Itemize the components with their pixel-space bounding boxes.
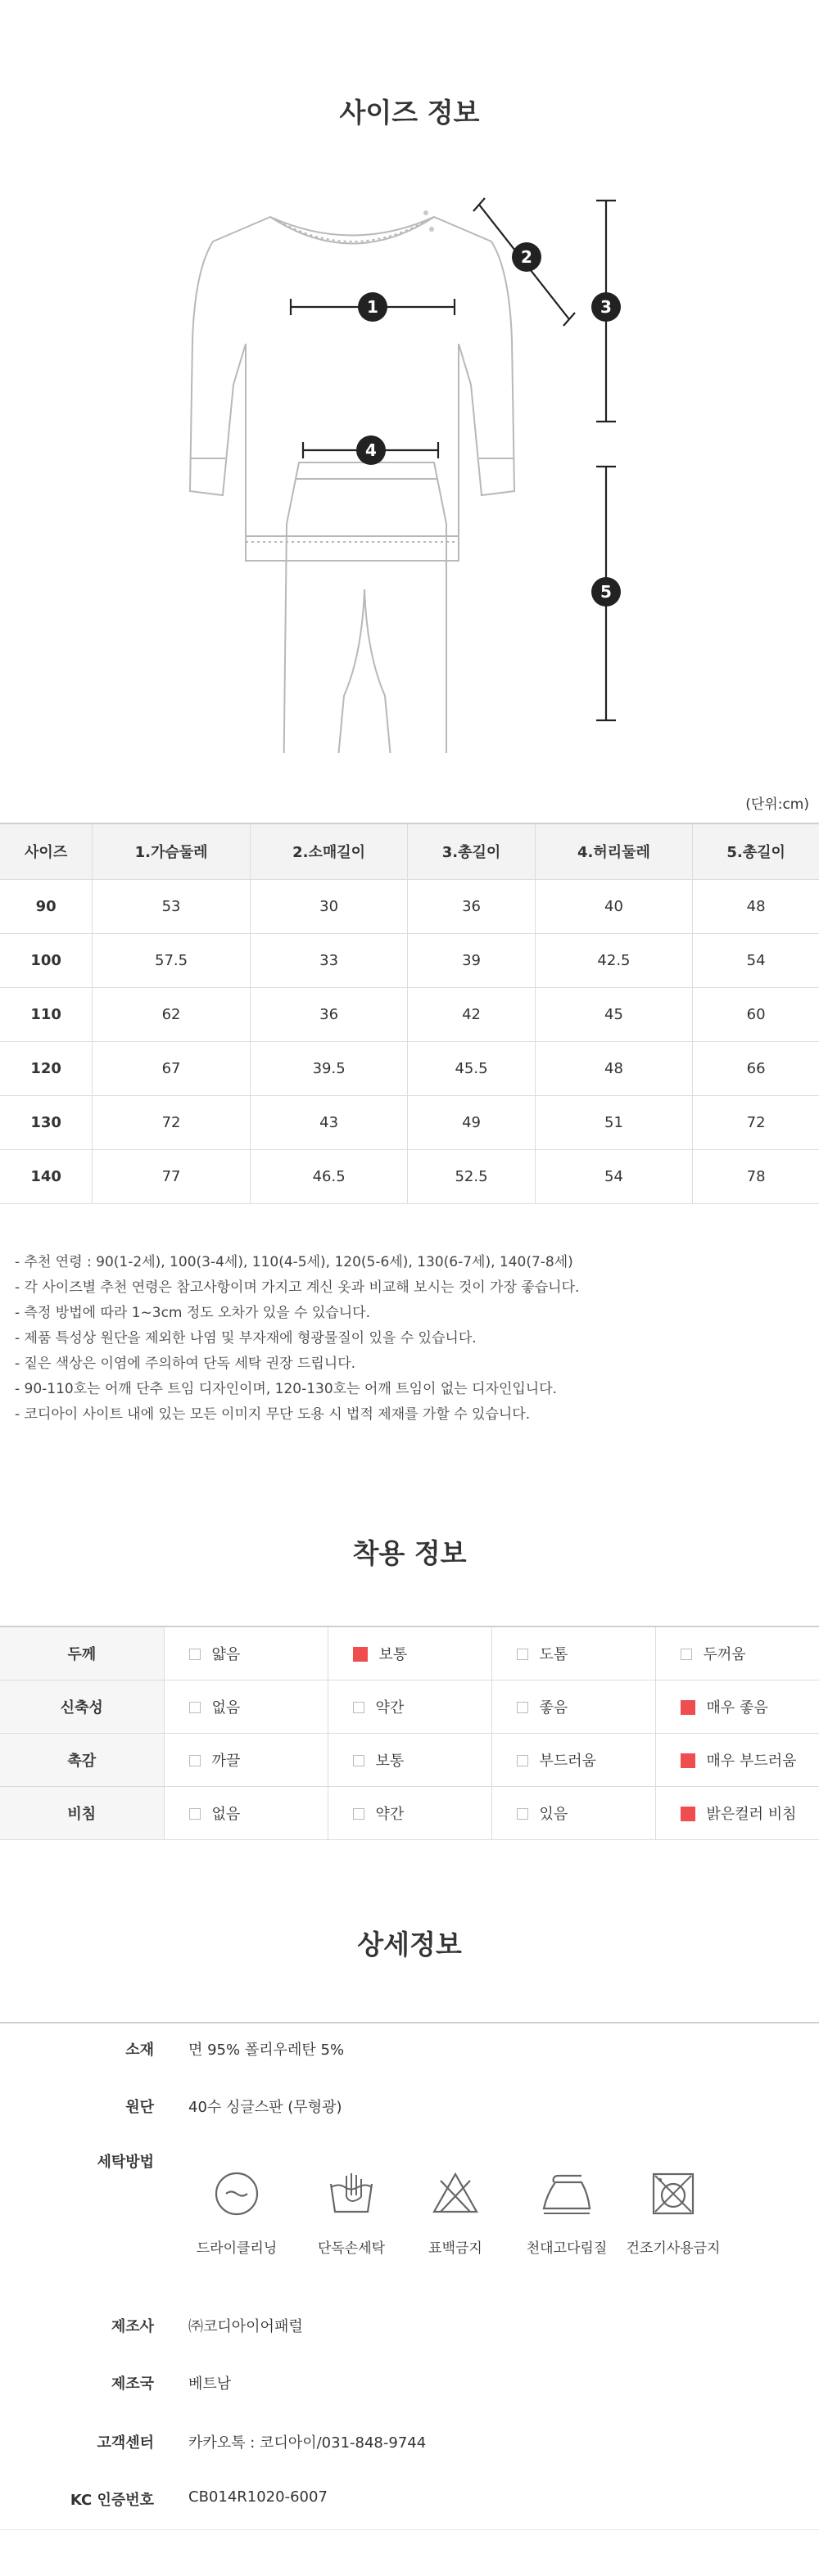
value-cell: 45 [535,987,693,1041]
value-cell: 49 [408,1095,535,1149]
checkbox-icon [353,1702,364,1713]
fit-table [0,1626,819,1840]
value-cell: 62 [93,987,251,1041]
value-cell: 78 [693,1149,819,1203]
fit-option: 없음 [164,1680,328,1733]
fit-row [0,1786,819,1839]
checkbox-checked-icon [681,1753,695,1768]
note-line: - 측정 방법에 따라 1~3cm 정도 오차가 있을 수 있습니다. [15,1305,370,1321]
checkbox-icon [517,1702,528,1713]
value-cell: 72 [693,1095,819,1149]
checkbox-icon [353,1755,364,1766]
fit-label: 비침 [0,1786,164,1839]
value-cell: 66 [693,1041,819,1095]
fit-option: 도톰 [491,1626,655,1680]
low-iron-icon: 천대고다림질 [514,2169,620,2257]
fit-option: 부드러움 [491,1733,655,1786]
value-cell: 72 [93,1095,251,1149]
checkbox-icon [189,1702,201,1713]
checkbox-checked-icon [353,1647,368,1662]
fit-option: 좋음 [491,1680,655,1733]
fit-option: 약간 [328,1680,491,1733]
table-row [0,1095,819,1149]
value-cell: 39 [408,933,535,987]
kc-label: KC 인증번호 [70,2492,154,2509]
fit-label: 촉감 [0,1733,164,1786]
measurement-lines [0,164,819,753]
table-row [0,987,819,1041]
value-cell: 42 [408,987,535,1041]
table-row [0,1149,819,1203]
value-cell: 42.5 [535,933,693,987]
table-row [0,1041,819,1095]
material-label: 소재 [125,2041,154,2059]
header-cell: 3.총길이 [408,823,535,879]
header-cell: 1.가슴둘레 [93,823,251,879]
fabric-label: 원단 [125,2099,154,2116]
fit-option: 보통 [328,1733,491,1786]
checkbox-icon [189,1649,201,1660]
fit-option: 없음 [164,1786,328,1839]
checkbox-checked-icon [681,1700,695,1715]
fit-option: 까끌 [164,1733,328,1786]
size-cell: 100 [0,933,93,987]
value-cell: 51 [535,1095,693,1149]
note-line: - 각 사이즈별 추천 연령은 참고사항이며 가지고 계신 옷과 비교해 보시는 것이 가장 좋습니다. [15,1279,580,1296]
size-cell: 140 [0,1149,93,1203]
checkbox-icon [189,1755,201,1766]
note-line: - 코디아이 사이트 내에 있는 모든 이미지 무단 도용 시 법적 제재를 가할 수 있습니다. [15,1406,531,1423]
maker-value: ㈜코디아이어패럴 [188,2318,303,2335]
note-line: - 90-110호는 어깨 단추 트임 디자인이며, 120-130호는 어깨 트임이 없는 디자인입니다. [15,1381,558,1397]
fit-option: 두꺼움 [655,1626,819,1680]
cs-label: 고객센터 [97,2434,154,2452]
checkbox-icon [189,1808,201,1820]
fit-info-title: 착용 정보 [352,1537,467,1569]
value-cell: 57.5 [93,933,251,987]
marker-4: 4 [356,435,386,465]
value-cell: 53 [93,879,251,933]
value-cell: 36 [250,987,408,1041]
maker-label: 제조사 [111,2318,154,2335]
cs-value: 카카오톡 : 코디아이/031-848-9744 [188,2434,427,2452]
fit-option: 얇음 [164,1626,328,1680]
marker-1: 1 [358,292,387,322]
checkbox-icon [517,1649,528,1660]
size-cell: 90 [0,879,93,933]
table-row [0,933,819,987]
wash-label: 세탁방법 [97,2154,154,2171]
fit-row [0,1680,819,1733]
value-cell: 67 [93,1041,251,1095]
size-cell: 120 [0,1041,93,1095]
value-cell: 39.5 [250,1041,408,1095]
value-cell: 60 [693,987,819,1041]
no-bleach-icon: 표백금지 [402,2169,509,2257]
size-table [0,823,819,1204]
checkbox-icon [353,1808,364,1820]
detail-divider [0,2022,819,2023]
fit-row [0,1733,819,1786]
fit-option-selected: 밝은컬러 비침 [655,1786,819,1839]
checkbox-icon [517,1808,528,1820]
no-tumble-dry-icon: 건조기사용금지 [620,2169,726,2257]
note-line: - 제품 특성상 원단을 제외한 나염 및 부자재에 형광물질이 있을 수 있습니다. [15,1330,477,1347]
value-cell: 33 [250,933,408,987]
value-cell: 48 [535,1041,693,1095]
fit-label: 신축성 [0,1680,164,1733]
fit-option-selected: 보통 [328,1626,491,1680]
material-value: 면 95% 폴리우레탄 5% [188,2041,345,2059]
value-cell: 36 [408,879,535,933]
value-cell: 54 [693,933,819,987]
kc-value: CB014R1020-6007 [188,2488,328,2506]
header-cell: 5.총길이 [693,823,819,879]
size-cell: 110 [0,987,93,1041]
country-value: 베트남 [188,2375,232,2393]
marker-5: 5 [591,577,621,607]
value-cell: 43 [250,1095,408,1149]
size-notes [15,1250,579,1428]
bottom-divider [0,2529,819,2530]
value-cell: 48 [693,879,819,933]
size-cell: 130 [0,1095,93,1149]
header-cell: 4.허리둘레 [535,823,693,879]
value-cell: 54 [535,1149,693,1203]
fit-option-selected: 매우 부드러움 [655,1733,819,1786]
checkbox-checked-icon [681,1807,695,1821]
value-cell: 45.5 [408,1041,535,1095]
checkbox-icon [517,1755,528,1766]
detail-info-title: 상세정보 [357,1929,462,1960]
fit-option-selected: 매우 좋음 [655,1680,819,1733]
marker-3: 3 [591,292,621,322]
country-label: 제조국 [111,2375,154,2393]
header-cell: 2.소매길이 [250,823,408,879]
value-cell: 40 [535,879,693,933]
value-cell: 46.5 [250,1149,408,1203]
fit-option: 약간 [328,1786,491,1839]
header-cell: 사이즈 [0,823,93,879]
dry-clean-icon: 드라이클리닝 [183,2169,290,2257]
size-info-title: 사이즈 정보 [339,97,480,129]
hand-wash-icon: 단독손세탁 [298,2169,405,2257]
table-row [0,879,819,933]
marker-2: 2 [512,242,541,272]
note-line: - 짙은 색상은 이염에 주의하여 단독 세탁 권장 드립니다. [15,1356,356,1372]
value-cell: 30 [250,879,408,933]
note-line: - 추천 연령 : 90(1-2세), 100(3-4세), 110(4-5세), 120(5-6세), 130(6-7세), 140(7-8세) [15,1254,573,1270]
unit-label: (단위:cm) [745,796,809,813]
fabric-value: 40수 싱글스판 (무형광) [188,2099,342,2116]
fit-label: 두께 [0,1626,164,1680]
fit-row [0,1626,819,1680]
value-cell: 77 [93,1149,251,1203]
value-cell: 52.5 [408,1149,535,1203]
fit-option: 있음 [491,1786,655,1839]
checkbox-icon [681,1649,692,1660]
size-table-header [0,823,819,879]
